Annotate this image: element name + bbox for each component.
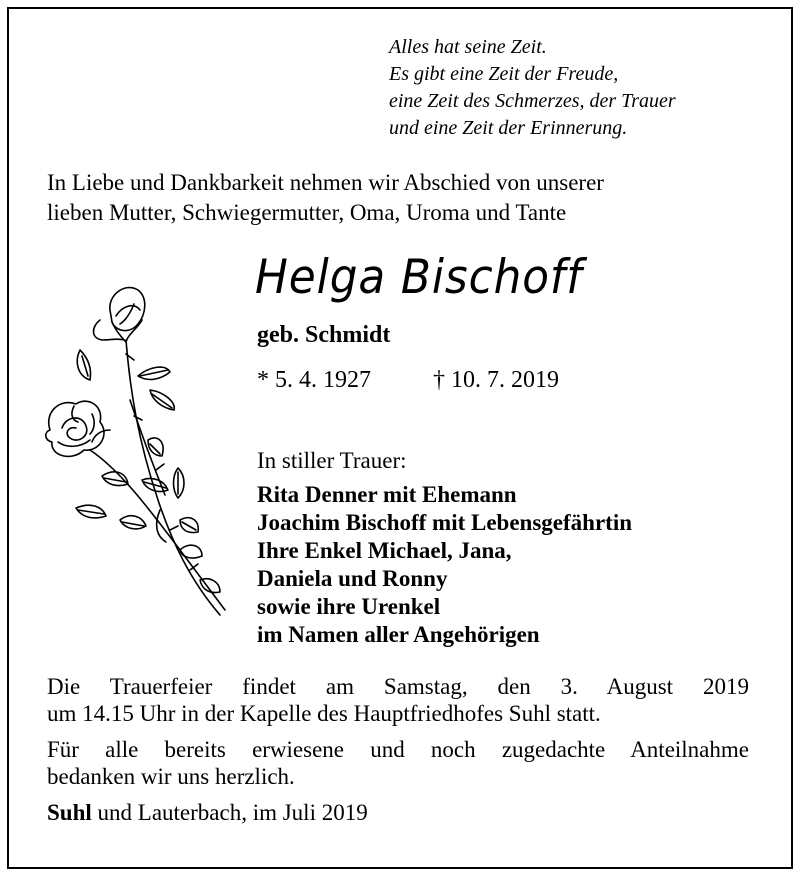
funeral-line: um 14.15 Uhr in der Kapelle des Hauptfriedhofes Suhl statt. xyxy=(47,701,601,726)
birth-date: * 5. 4. 1927 xyxy=(257,367,371,393)
thanks-notice xyxy=(47,736,749,790)
place-town: Suhl xyxy=(47,800,92,825)
poem-line: und eine Zeit der Erinnerung. xyxy=(389,117,628,139)
intro-text xyxy=(47,168,757,228)
mourners-list xyxy=(257,481,632,649)
poem xyxy=(389,34,769,142)
intro-line: lieben Mutter, Schwiegermutter, Oma, Uroma und Tante xyxy=(47,200,567,225)
mourner-line: Ihre Enkel Michael, Jana, xyxy=(257,538,512,563)
poem-line: Es gibt eine Zeit der Freude, xyxy=(389,63,619,85)
funeral-notice xyxy=(47,673,749,727)
mourner-line: Daniela und Ronny xyxy=(257,566,448,591)
poem-line: eine Zeit des Schmerzes, der Trauer xyxy=(389,90,676,112)
rose-icon xyxy=(30,280,240,620)
deceased-name: Helga Bischoff xyxy=(255,250,583,305)
mourner-line: Rita Denner mit Ehemann xyxy=(257,482,517,507)
life-dates xyxy=(257,367,559,394)
mourner-line: Joachim Bischoff mit Lebensgefährtin xyxy=(257,510,633,535)
death-date: † 10. 7. 2019 xyxy=(433,367,559,393)
maiden-name: geb. Schmidt xyxy=(257,322,391,348)
place-rest: und Lauterbach, im Juli 2019 xyxy=(91,800,368,825)
poem-line: Alles hat seine Zeit. xyxy=(389,36,547,58)
thanks-line: bedanken wir uns herzlich. xyxy=(47,764,295,789)
mourning-label: In stiller Trauer: xyxy=(257,448,407,473)
thanks-line: Für alle bereits erwiesene und noch zugedachte Anteilnahme xyxy=(47,737,749,762)
place-date xyxy=(47,800,368,826)
mourner-line: im Namen aller Angehörigen xyxy=(257,622,540,647)
funeral-line: Die Trauerfeier findet am Samstag, den 3. August 2019 xyxy=(47,674,749,699)
intro-line: In Liebe und Dankbarkeit nehmen wir Abschied von unserer xyxy=(47,170,604,195)
mourner-line: sowie ihre Urenkel xyxy=(257,594,441,619)
